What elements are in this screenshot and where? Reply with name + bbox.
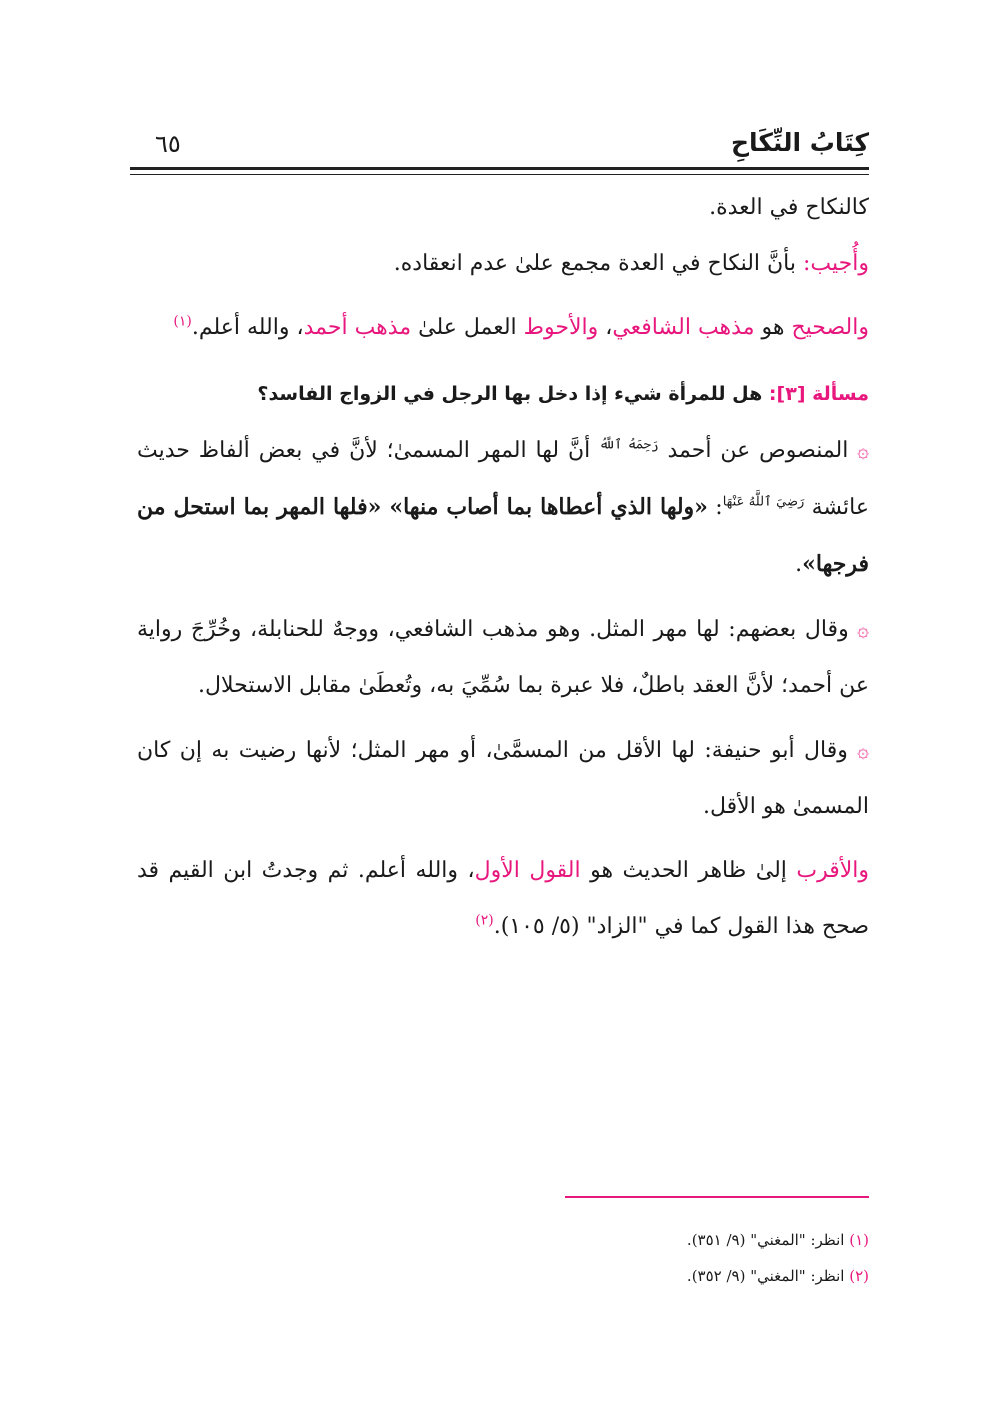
text-span: : <box>707 495 723 520</box>
text-span: هو <box>754 315 792 340</box>
footnote-1 <box>500 1222 869 1258</box>
footnotes <box>500 1222 869 1294</box>
page-header <box>130 128 869 166</box>
header-rule-thin <box>130 174 869 175</box>
page-number: ٦٥ <box>155 130 181 158</box>
text-span: . <box>795 552 803 577</box>
paragraph-2 <box>137 236 869 292</box>
text-span: ، والله أعلم. ثم وجدتُ ابن القيم قد صحح هذا القول كما في "الزاد" (٥/ ١٠٥). <box>137 858 869 939</box>
footnote-text: انظر: "المغني" (٩/ ٣٥١). <box>686 1231 850 1249</box>
footnote-number: (١) <box>849 1231 869 1249</box>
flower-icon: ۞ <box>857 617 869 641</box>
paragraph-7 <box>137 843 869 955</box>
answer-text: بأنَّ النكاح في العدة مجمع علىٰ عدم انعقاده. <box>393 251 803 276</box>
hadith-quote: «ولها الذي أعطاها بما أصاب منها» «فلها المهر بما استحل من فرجها» <box>137 494 869 577</box>
text-span: وقال أبو حنيفة: لها الأقل من المسمَّىٰ، أو مهر المثل؛ لأنها رضيت به إن كان المسمىٰ هو الأقل. <box>137 738 869 819</box>
term-first-opinion: القول الأول <box>474 858 581 883</box>
paragraph-4 <box>137 422 869 593</box>
text-span: المنصوص عن أحمد <box>658 438 858 463</box>
footnote-text: انظر: "المغني" (٩/ ٣٥٢). <box>686 1267 850 1285</box>
main-text <box>137 180 869 955</box>
question-heading <box>137 366 869 422</box>
text-span: أنَّ لها المهر المسمىٰ؛ لأنَّ في بعض ألفاظ حديث عائشة <box>137 438 869 520</box>
book-title: كِتَابُ النِّكَاحِ <box>730 128 869 157</box>
footnote-divider <box>565 1196 869 1198</box>
text-span: ، والله أعلم. <box>191 315 304 340</box>
flower-icon: ۞ <box>857 738 869 762</box>
question-text: هل للمرأة شيء إذا دخل بها الرجل في الزواج الفاسد؟ <box>257 383 769 405</box>
text-span: وقال بعضهم: لها مهر المثل. وهو مذهب الشافعي، ووجهٌ للحنابلة، وخُرِّجَ رواية عن أحمد؛ لأنَّ العقد باطلٌ، فلا عبرة بما سُمِّيَ به، وتُعطَىٰ مقابل الاستحلال. <box>137 617 869 698</box>
footnote-ref-2: (٢) <box>475 912 494 929</box>
footnote-ref-1: (١) <box>173 313 192 330</box>
honorific-rahimahullah: رَحِمَهُ ٱللَّهُ <box>599 437 659 453</box>
paragraph-1: كالنكاح في العدة. <box>709 195 869 220</box>
flower-icon: ۞ <box>857 438 870 462</box>
header-rule-thick <box>130 167 869 170</box>
term-ahmad: مذهب أحمد <box>303 315 412 340</box>
text-span: إلىٰ ظاهر الحديث هو <box>580 858 797 883</box>
question-label: مسألة [٣]: <box>768 383 869 405</box>
honorific-radiyallahu-anha: رَضِيَ ٱللَّهُ عَنْهَا <box>722 494 805 510</box>
paragraph-3 <box>137 300 869 356</box>
term-shafii: مذهب الشافعي <box>612 315 755 340</box>
text-span: ، <box>598 315 613 340</box>
term-correct: والصحيح <box>791 315 869 340</box>
paragraph-5 <box>137 601 869 714</box>
answer-label: وأُجيب: <box>803 251 869 276</box>
footnote-number: (٢) <box>849 1267 869 1285</box>
term-closest: والأقرب <box>796 858 870 883</box>
footnote-2 <box>500 1258 869 1294</box>
term-safer: والأحوط <box>523 315 599 340</box>
text-span: العمل علىٰ <box>411 315 524 340</box>
paragraph-6 <box>137 722 869 835</box>
